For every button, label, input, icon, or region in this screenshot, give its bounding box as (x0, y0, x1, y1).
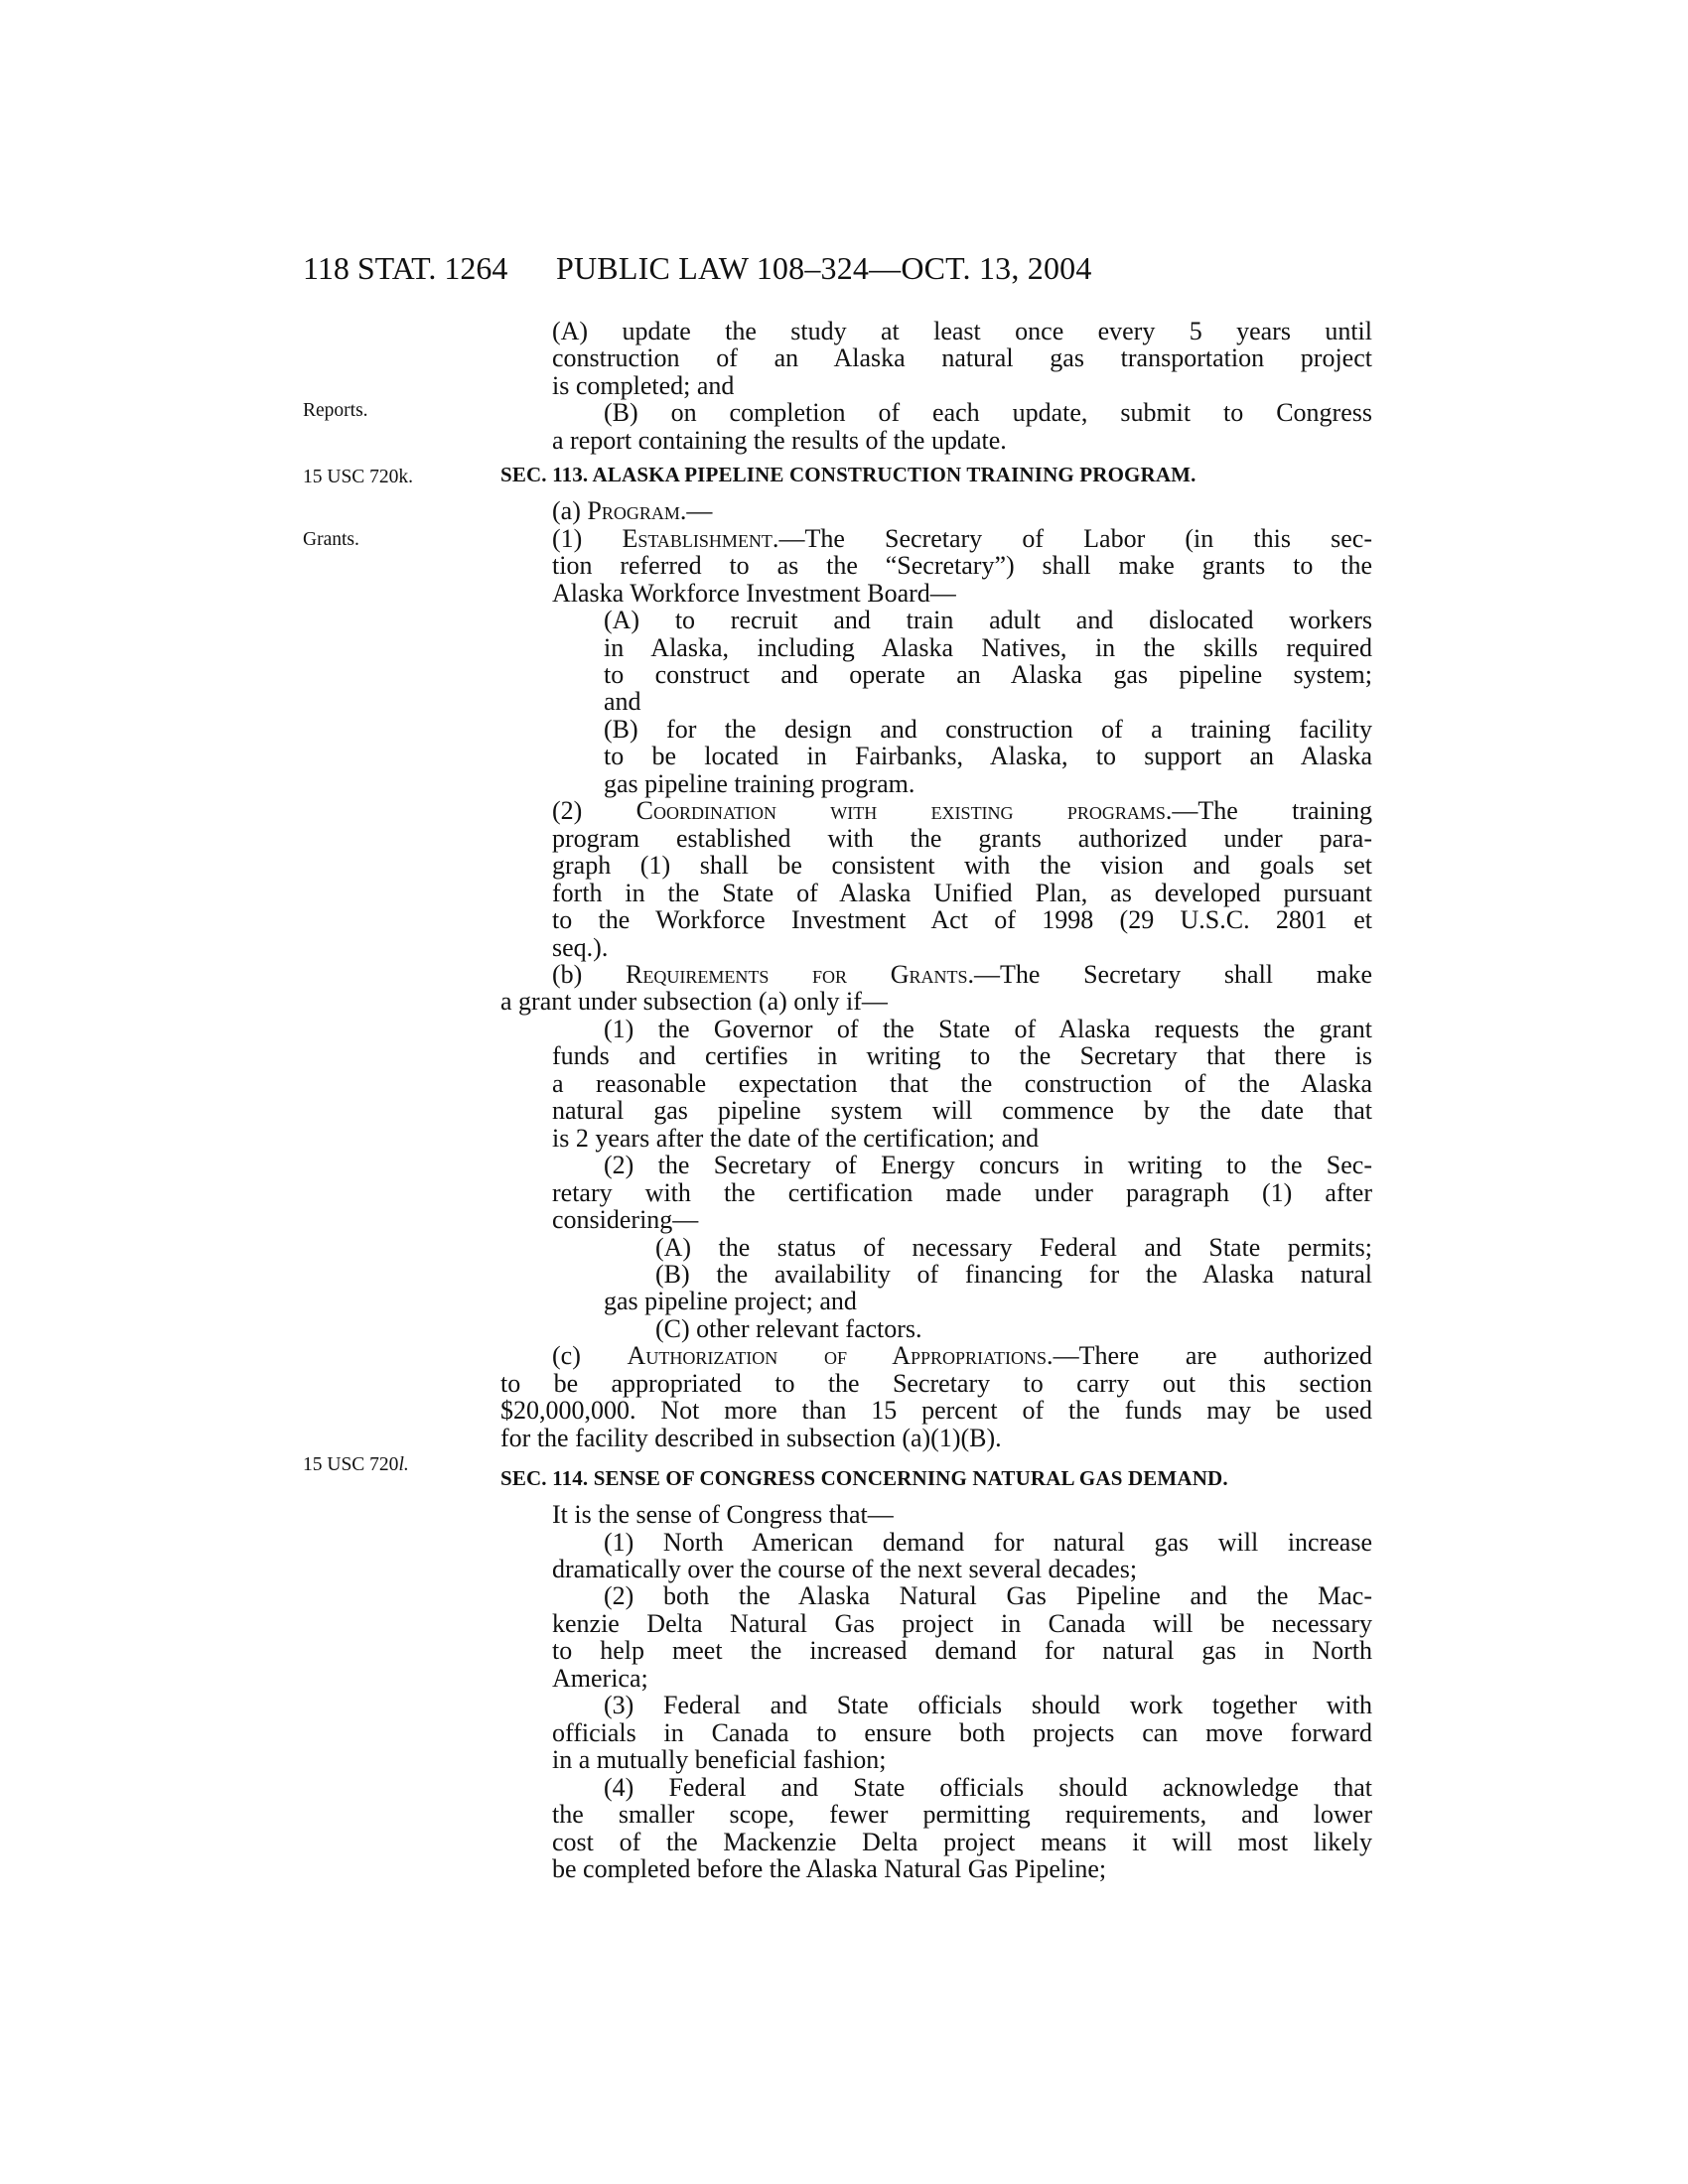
subsection-text: —The Secretary shall make (973, 959, 1372, 989)
text-line: a reasonable expectation that the construction of the Alaska (552, 1068, 1372, 1098)
text-line: considering— (552, 1205, 699, 1235)
text-line: construction of an Alaska natural gas transportation project (552, 343, 1372, 373)
text-line: to be located in Fairbanks, Alaska, to support an Alaska (604, 742, 1372, 771)
text-line: Alaska Workforce Investment Board— (552, 578, 956, 608)
text-line (552, 797, 1372, 824)
paragraph-title: Coordination with existing programs. (635, 796, 1173, 826)
paragraph-label: (1) (552, 523, 623, 553)
subsection-title: Program. (587, 496, 687, 526)
text-line: is 2 years after the date of the certification; and (552, 1123, 1040, 1153)
text-line: gas pipeline project; and (604, 1287, 857, 1316)
margin-note-reports: Reports. (303, 400, 368, 421)
subsection-title: Authorization of Appropriations. (627, 1341, 1054, 1371)
text-line: It is the sense of Congress that— (552, 1500, 894, 1530)
text-line: in Alaska, including Alaska Natives, in the skills required (604, 632, 1372, 662)
section-heading-114: SEC. 114. SENSE OF CONGRESS CONCERNING NATURAL GAS DEMAND. (500, 1466, 1228, 1491)
text-line (552, 961, 1372, 988)
dash: — (686, 496, 713, 526)
text-line: (A) to recruit and train adult and dislocated workers (604, 606, 1372, 635)
text-line: (A) the status of necessary Federal and State permits; (655, 1232, 1372, 1262)
text-line: (2) both the Alaska Natural Gas Pipeline and the Mac- (604, 1581, 1372, 1611)
text-line: retary with the certification made under paragraph (1) after (552, 1177, 1372, 1207)
subsection-a-heading (552, 497, 1372, 524)
text-line: dramatically over the course of the next several decades; (552, 1555, 1138, 1584)
text-line: tion referred to as the “Secretary”) shall make grants to the (552, 551, 1372, 581)
text-line: funds and certifies in writing to the Secretary that there is (552, 1041, 1372, 1071)
text-line: to help meet the increased demand for natural gas in North (552, 1636, 1372, 1666)
text-line: forth in the State of Alaska Unified Plan, as developed pursuant (552, 878, 1372, 907)
text-line: seq.). (552, 932, 609, 962)
text-line: (2) the Secretary of Energy concurs in writing to the Sec- (604, 1151, 1372, 1180)
text-line: (1) the Governor of the State of Alaska requests the grant (604, 1014, 1372, 1043)
text-line: graph (1) shall be consistent with the vision and goals set (552, 851, 1372, 881)
text-line: (B) the availability of financing for the Alaska natural (655, 1259, 1372, 1289)
text-line: (1) North American demand for natural gas will increase (604, 1527, 1372, 1557)
subsection-title: Requirements for Grants. (626, 959, 974, 989)
text-line: be completed before the Alaska Natural Gas Pipeline; (552, 1854, 1107, 1884)
text-line: (4) Federal and State officials should acknowledge that (604, 1772, 1372, 1802)
margin-note-usc-720l (303, 1451, 409, 1479)
text-line: a report containing the results of the update. (552, 425, 1007, 455)
text-line: (3) Federal and State officials should work together with (604, 1691, 1372, 1720)
subsection-label: (c) (552, 1341, 628, 1371)
paragraph-label: (2) (552, 796, 636, 826)
text-line: America; (552, 1663, 648, 1693)
text-line: to the Workforce Investment Act of 1998 (29 U.S.C. 2801 et (552, 905, 1372, 935)
text-line: to construct and operate an Alaska gas pipeline system; (604, 659, 1372, 689)
text-line: natural gas pipeline system will commence by the date that (552, 1096, 1372, 1126)
text-line: kenzie Delta Natural Gas project in Canada will be necessary (552, 1608, 1372, 1638)
text-line: officials in Canada to ensure both projects can move forward (552, 1717, 1372, 1747)
text-line: (B) for the design and construction of a training facility (604, 714, 1372, 744)
margin-note-usc-720k: 15 USC 720k. (303, 467, 414, 487)
paragraph-text: —The training (1172, 796, 1373, 826)
text-line: $20,000,000. Not more than 15 percent of the funds may be used (500, 1396, 1372, 1426)
subsection-label: (b) (552, 959, 626, 989)
text-line: is completed; and (552, 370, 735, 400)
statute-text (500, 318, 1372, 1882)
subsection-text: —There are authorized (1053, 1341, 1373, 1371)
text-line: program established with the grants authorized under para- (552, 823, 1372, 853)
margin-note-grants: Grants. (303, 529, 359, 550)
text-line: for the facility described in subsection (a)(1)(B). (500, 1423, 1002, 1452)
text-line: cost of the Mackenzie Delta project means it will most likely (552, 1827, 1372, 1856)
paragraph-text: —The Secretary of Labor (in this sec- (778, 523, 1372, 553)
text-line: to be appropriated to the Secretary to carry out this section (500, 1368, 1372, 1398)
text-line: (A) update the study at least once every 5 years until (552, 317, 1372, 345)
text-line: a grant under subsection (a) only if— (500, 987, 888, 1017)
text-line: in a mutually beneficial fashion; (552, 1745, 887, 1775)
text-line: the smaller scope, fewer permitting requirements, and lower (552, 1800, 1372, 1830)
statute-page-number: 118 STAT. 1264 (303, 250, 508, 286)
margin-note-usc-720l-prefix: 15 USC 720 (303, 1454, 399, 1475)
page-header-title: PUBLIC LAW 108–324—OCT. 13, 2004 (556, 250, 1092, 286)
section-heading-113: SEC. 113. ALASKA PIPELINE CONSTRUCTION TRAINING PROGRAM. (500, 463, 1196, 487)
text-line: gas pipeline training program. (604, 768, 915, 798)
text-line: (B) on completion of each update, submit to Congress (604, 398, 1372, 428)
margin-note-usc-720l-suffix: l. (398, 1454, 409, 1475)
text-line (552, 525, 1372, 552)
paragraph-title: Establishment. (622, 523, 779, 553)
subsection-label: (a) (552, 496, 588, 526)
text-line (552, 1342, 1372, 1369)
text-line: and (604, 687, 641, 717)
text-line: (C) other relevant factors. (655, 1313, 922, 1343)
